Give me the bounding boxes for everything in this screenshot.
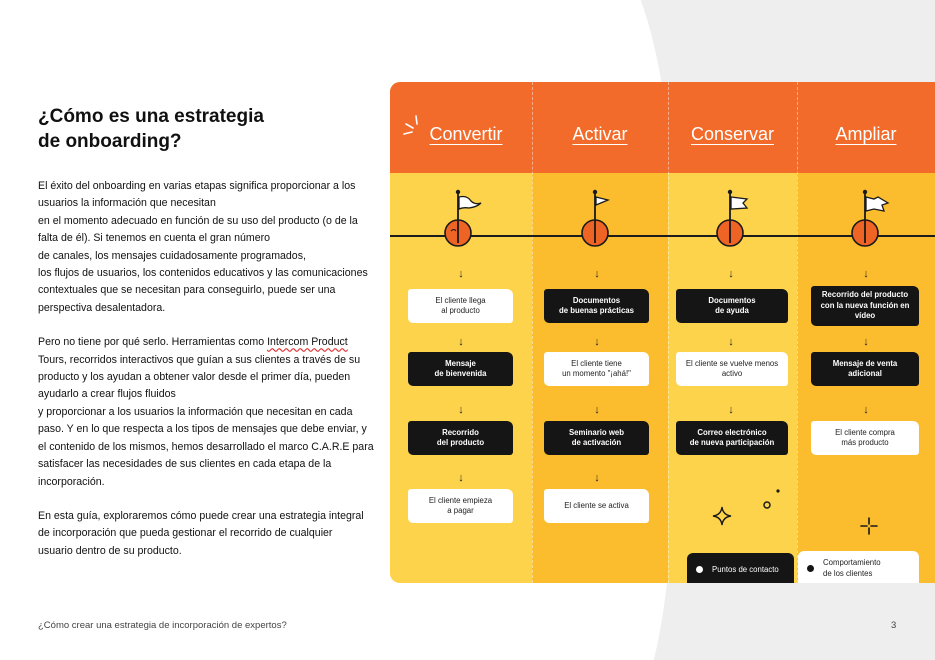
card-mensaje-venta-adicional [811, 352, 919, 386]
page-title-line: ¿Cómo es una estrategia [38, 106, 264, 127]
legend-label: Puntos de contacto [712, 564, 779, 574]
arrow-down-icon: ↓ [728, 268, 734, 280]
arrow-down-icon: ↓ [458, 404, 464, 416]
flag-icon [437, 187, 483, 249]
card-line: El cliente empieza [428, 495, 493, 505]
card-documentos-ayuda [676, 289, 788, 323]
plus-sparkle-icon [859, 516, 879, 536]
card-momento-aha [544, 352, 649, 386]
page-number: 3 [891, 620, 897, 631]
paragraph-1 [38, 178, 378, 317]
flag-icon [844, 187, 890, 249]
card-cliente-menos-activo [676, 352, 788, 386]
card-cliente-empieza-pagar [408, 489, 513, 523]
text-line: producto y los ayudan a obtener valor desde el primer día, pueden [38, 371, 351, 384]
card-line: un momento "¡ahá!" [562, 369, 631, 378]
text-line: satisfacer las necesidades de sus clientes en cada etapa de la [38, 458, 332, 471]
column-divider [532, 82, 533, 583]
arrow-down-icon: ↓ [594, 404, 600, 416]
text-line: El éxito del onboarding en varias etapas significa proporcionar a los [38, 180, 356, 192]
arrow-down-icon: ↓ [594, 472, 600, 484]
card-line: de nueva participación [689, 438, 775, 447]
text-line: Tours, recorridos interactivos que guían a sus clientes a través de su [38, 353, 361, 366]
text-line: usuario dentro de su producto. [38, 544, 182, 557]
legend-label-line: de los clientes [823, 569, 873, 578]
legend-dot-black [807, 565, 814, 572]
card-line: Documentos [572, 295, 621, 305]
card-line: a pagar [447, 506, 474, 515]
card-line: El cliente compra [835, 427, 895, 437]
text-line: de incorporación que pueda gestionar el recorrido de cualquier [38, 527, 333, 540]
arrow-down-icon: ↓ [458, 268, 464, 280]
card-recorrido-producto [408, 421, 513, 455]
card-line: con la nueva función en [820, 300, 910, 310]
intercom-product-link[interactable]: Intercom Product [267, 336, 348, 349]
card-line: de activación [571, 438, 622, 447]
legend-dot-white [696, 566, 703, 573]
dot-doodle-icon [775, 488, 781, 494]
card-line: Seminario web [568, 427, 625, 437]
text-line: y proporcionar a los usuarios la información que necesitan en cada [38, 405, 353, 418]
arrow-down-icon: ↓ [728, 336, 734, 348]
arrow-down-icon: ↓ [458, 336, 464, 348]
card-line: más producto [841, 438, 889, 447]
legend-puntos-contacto [687, 553, 794, 583]
arrow-down-icon: ↓ [863, 268, 869, 280]
sparkle-icon [712, 506, 732, 526]
page-title-line: de onboarding? [38, 131, 182, 152]
flag-icon [709, 187, 755, 249]
circle-doodle-icon [762, 500, 772, 510]
card-line: vídeo [854, 311, 876, 321]
card-documentos-buenas-practicas [544, 289, 649, 323]
arrow-down-icon: ↓ [728, 404, 734, 416]
text-line: contextuales que se necesitan para conseguirlo, puede ser una [38, 284, 336, 297]
card-line: El cliente se activa [564, 500, 629, 510]
card-line: de bienvenida [434, 369, 487, 378]
card-seminario-web [544, 421, 649, 455]
arrow-down-icon: ↓ [594, 268, 600, 280]
text-line: falta de él). Si tenemos en cuenta el gran número [38, 232, 271, 245]
text-line: paso. Y en lo que respecta a los tipos de mensajes que debe enviar, y [38, 423, 367, 436]
card-line: de ayuda [715, 306, 749, 315]
footer-title: ¿Cómo crear una estrategia de incorporación de expertos? [38, 620, 287, 631]
card-line: activo [721, 369, 743, 378]
text-line: En esta guía, exploraremos cómo puede crear una estrategia integral [38, 509, 364, 522]
card-line: adicional [848, 369, 882, 378]
column-divider [668, 82, 669, 583]
text-line: usuarios la información que necesitan [38, 197, 216, 210]
card-line: al producto [441, 306, 480, 315]
card-line: Recorrido [442, 427, 479, 437]
paragraph-2 [38, 334, 378, 491]
column-divider [797, 82, 798, 583]
text-line: los flujos de usuarios, los contenidos educativos y las comunicaciones [38, 267, 368, 280]
text-line [38, 334, 378, 351]
text-line: en el momento adecuado en función de su uso del producto (o de la [38, 214, 358, 227]
text-line: el contenido de los mismos, hemos desarrollado el marco C.A.R.E para [38, 440, 374, 453]
column-title-ampliar: Ampliar [835, 124, 897, 144]
card-line: del producto [436, 438, 485, 447]
card-cliente-llega [408, 289, 513, 323]
card-line: Correo electrónico [697, 427, 767, 437]
page-title [38, 104, 358, 154]
card-line: de buenas prácticas [559, 306, 634, 315]
card-line: Documentos [708, 295, 756, 305]
column-title-convertir: Convertir [429, 124, 503, 144]
card-cliente-compra-mas [811, 421, 919, 455]
arrow-down-icon: ↓ [863, 404, 869, 416]
column-title-conservar: Conservar [690, 124, 775, 144]
paragraph-3 [38, 508, 378, 560]
arrow-down-icon: ↓ [458, 472, 464, 484]
text-line: incorporación. [38, 475, 105, 488]
card-mensaje-bienvenida [408, 352, 513, 386]
arrow-down-icon: ↓ [594, 336, 600, 348]
card-line: El cliente llega [435, 295, 486, 305]
text-fragment: Pero no tiene por qué serlo. Herramientas como [38, 336, 268, 349]
card-line: Mensaje de venta [832, 358, 898, 368]
card-line: El cliente tiene [571, 358, 622, 368]
text-line: perspectiva desalentadora. [38, 301, 166, 314]
card-line: El cliente se vuelve menos [685, 358, 779, 368]
legend-label-line: Comportamiento [823, 558, 881, 567]
card-recorrido-nueva-funcion [811, 286, 919, 326]
card-cliente-se-activa [544, 489, 649, 523]
care-framework-diagram [390, 82, 935, 583]
card-line: Recorrido del producto [821, 290, 909, 300]
body-text [38, 178, 378, 577]
legend-label [823, 557, 881, 579]
text-line: de canales, los mensajes cuidadosamente programados, [38, 249, 306, 262]
column-title-activar: Activar [572, 124, 628, 144]
card-line: Mensaje [445, 358, 476, 368]
flag-icon [574, 187, 620, 249]
card-correo-nueva-participacion [676, 421, 788, 455]
text-line: ayudarlo a crear flujos fluidos [38, 388, 176, 401]
legend-comportamiento-clientes [798, 551, 919, 583]
arrow-down-icon: ↓ [863, 336, 869, 348]
